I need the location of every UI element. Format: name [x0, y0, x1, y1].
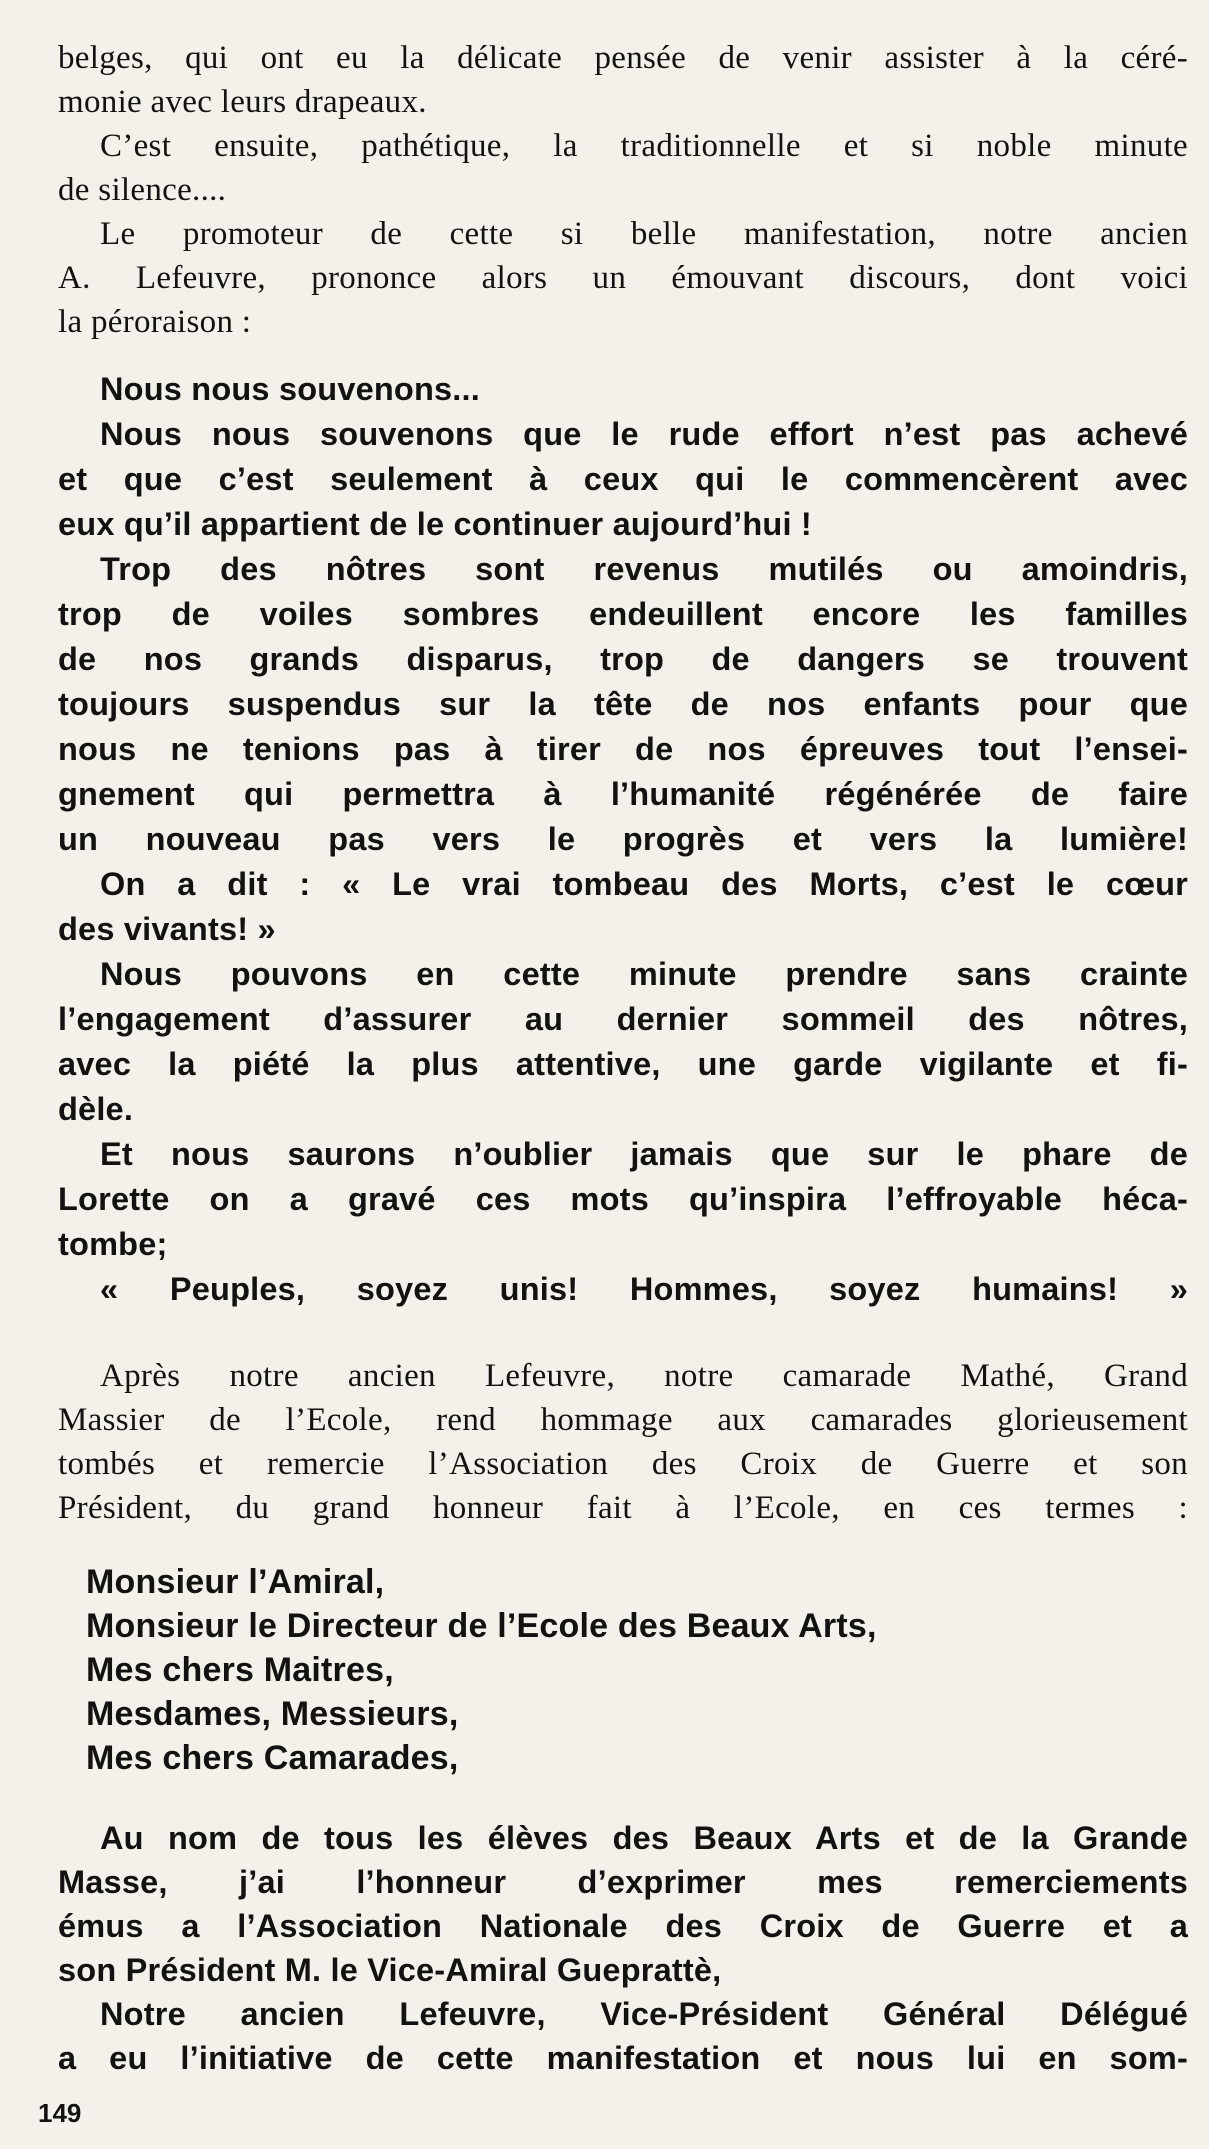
text-line: Notre ancien Lefeuvre, Vice-Président Général Délégué [100, 1996, 1188, 2032]
salutation-line: Monsieur l’Amiral, [86, 1563, 385, 1601]
speech-line: l’engagement d’assurer au dernier sommeil des nôtres, [58, 1001, 1188, 1037]
speech-line: de nos grands disparus, trop de dangers se trouvent [58, 641, 1188, 677]
text-line: tombés et remercie l’Association des Croix de Guerre et son [58, 1446, 1188, 1482]
text-line: Au nom de tous les élèves des Beaux Arts et de la Grande [100, 1820, 1188, 1856]
speech-line: Et nous saurons n’oublier jamais que sur le phare de [100, 1136, 1188, 1172]
speech-line: trop de voiles sombres endeuillent encore les familles [58, 596, 1188, 632]
paragraph-3 [58, 212, 1188, 344]
paragraph-5 [58, 1816, 1188, 2080]
speech-line: eux qu’il appartient de le continuer aujourd’hui ! [58, 506, 812, 542]
text-line: Masse, j’ai l’honneur d’exprimer mes remerciements [58, 1864, 1188, 1900]
speech-line: Lorette on a gravé ces mots qu’inspira l’effroyable héca- [58, 1181, 1188, 1217]
text-line: Après notre ancien Lefeuvre, notre camarade Mathé, Grand [100, 1358, 1188, 1394]
salutation-line: Mesdames, Messieurs, [86, 1695, 459, 1733]
speech-line: des vivants! » [58, 911, 276, 947]
speech-quotation [58, 367, 1188, 1312]
text-line: belges, qui ont eu la délicate pensée de venir assister à la céré- [58, 40, 1188, 76]
paragraph-4 [58, 1354, 1188, 1530]
text-line: a eu l’initiative de cette manifestation et nous lui en som- [58, 2040, 1188, 2076]
text-line: Président, du grand honneur fait à l’Ecole, en ces termes : [58, 1490, 1188, 1526]
text-line: émus a l’Association Nationale des Croix de Guerre et a [58, 1908, 1188, 1944]
text-line: Le promoteur de cette si belle manifestation, notre ancien [100, 216, 1188, 252]
text-line: Massier de l’Ecole, rend hommage aux camarades glorieusement [58, 1402, 1188, 1438]
text-line: monie avec leurs drapeaux. [58, 84, 427, 120]
speech-line: toujours suspendus sur la tête de nos enfants pour que [58, 686, 1188, 722]
speech-line: et que c’est seulement à ceux qui le commencèrent avec [58, 461, 1188, 497]
text-line: C’est ensuite, pathétique, la traditionnelle et si noble minute [100, 128, 1188, 164]
text-line: la péroraison : [58, 304, 252, 340]
speech-line: nous ne tenions pas à tirer de nos épreuves tout l’ensei- [58, 731, 1188, 767]
paragraph-2 [58, 124, 1188, 212]
speech-line: tombe; [58, 1226, 168, 1262]
speech-line: un nouveau pas vers le progrès et vers la lumière! [58, 821, 1188, 857]
speech-line: gnement qui permettra à l’humanité régénérée de faire [58, 776, 1188, 812]
salutation-line: Mes chers Camarades, [86, 1739, 459, 1777]
speech-line: Nous nous souvenons... [100, 371, 480, 407]
text-line: de silence.... [58, 172, 227, 208]
speech-line: dèle. [58, 1091, 134, 1127]
page-number: 149 [38, 2098, 82, 2128]
speech-line: On a dit : « Le vrai tombeau des Morts, c’est le cœur [100, 866, 1188, 902]
speech-line: Trop des nôtres sont revenus mutilés ou amoindris, [100, 551, 1188, 587]
salutation-line: Monsieur le Directeur de l’Ecole des Beaux Arts, [86, 1607, 877, 1645]
speech-line: avec la piété la plus attentive, une garde vigilante et fi- [58, 1046, 1188, 1082]
text-line: A. Lefeuvre, prononce alors un émouvant discours, dont voici [58, 260, 1188, 296]
speech-line: « Peuples, soyez unis! Hommes, soyez humains! » [100, 1271, 1188, 1307]
text-line: son Président M. le Vice-Amiral Gueprattè, [58, 1952, 722, 1988]
speech-line: Nous pouvons en cette minute prendre sans crainte [100, 956, 1188, 992]
paragraph-1 [58, 36, 1188, 124]
salutation-line: Mes chers Maitres, [86, 1651, 394, 1689]
salutation-block [86, 1560, 1086, 1780]
speech-line: Nous nous souvenons que le rude effort n’est pas achevé [100, 416, 1188, 452]
